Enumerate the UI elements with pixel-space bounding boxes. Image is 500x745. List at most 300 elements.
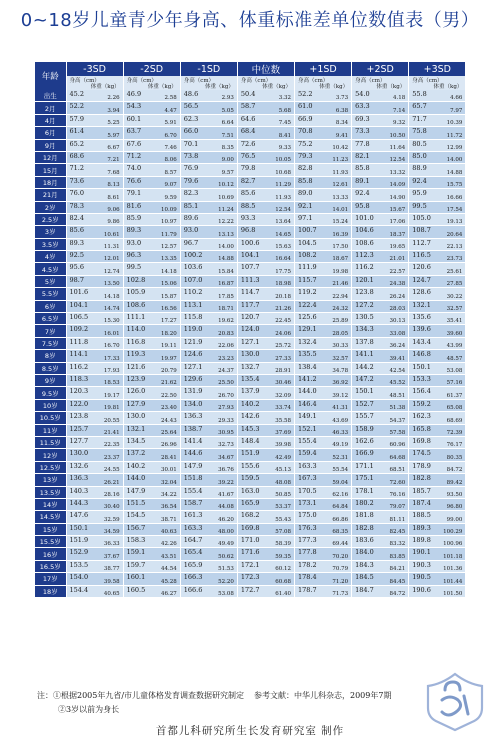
value-cell bbox=[352, 275, 409, 287]
height-value: 73.6 bbox=[69, 176, 84, 185]
value-cell bbox=[123, 90, 180, 102]
height-value: 159.5 bbox=[240, 474, 260, 483]
height-value: 127.1 bbox=[183, 362, 203, 371]
age-cell: 3.5岁 bbox=[35, 238, 66, 250]
weight-value: 23.37 bbox=[103, 454, 120, 461]
age-cell: 17岁 bbox=[35, 573, 66, 585]
value-cell bbox=[66, 213, 123, 225]
height-value: 76.0 bbox=[69, 189, 84, 198]
value-cell bbox=[123, 263, 180, 275]
height-value: 52.2 bbox=[298, 90, 313, 98]
height-value: 85.6 bbox=[240, 189, 256, 198]
height-value: 110.2 bbox=[183, 288, 203, 297]
weight-value: 43.51 bbox=[161, 553, 177, 560]
height-value: 174.5 bbox=[412, 449, 431, 458]
weight-value: 19.17 bbox=[103, 392, 120, 399]
value-cell bbox=[295, 461, 352, 473]
height-value: 158.7 bbox=[183, 498, 203, 507]
table-row bbox=[35, 176, 466, 188]
height-value: 156.7 bbox=[126, 523, 146, 532]
height-value: 178.4 bbox=[298, 573, 317, 582]
weight-value: 16.70 bbox=[103, 343, 120, 350]
value-cell bbox=[66, 536, 123, 548]
value-cell bbox=[123, 585, 180, 597]
weight-value: 10.09 bbox=[161, 206, 177, 213]
height-value: 119.0 bbox=[183, 325, 203, 334]
table-row bbox=[35, 139, 466, 151]
height-value: 135.4 bbox=[240, 374, 260, 383]
value-cell bbox=[123, 362, 180, 374]
weight-value: 44.54 bbox=[161, 566, 177, 573]
weight-value: 19.11 bbox=[161, 343, 177, 350]
age-cell: 9岁 bbox=[35, 374, 66, 386]
weight-value: 16.87 bbox=[218, 281, 234, 288]
weight-value: 22.94 bbox=[332, 293, 349, 300]
weight-value: 11.79 bbox=[161, 231, 177, 238]
height-value: 56.5 bbox=[183, 102, 199, 111]
value-cell bbox=[352, 374, 409, 386]
weight-value: 17.75 bbox=[275, 268, 291, 275]
weight-value: 39.12 bbox=[332, 392, 349, 399]
height-value: 82.3 bbox=[183, 189, 199, 198]
footer-credit: 首都儿科研究所生长发育研究室 制作 bbox=[155, 725, 345, 737]
value-cell bbox=[180, 449, 237, 461]
value-cell bbox=[237, 151, 294, 163]
value-cell bbox=[295, 263, 352, 275]
value-cell bbox=[295, 436, 352, 448]
weight-value: 32.73 bbox=[218, 442, 234, 449]
weight-value: 25.50 bbox=[218, 380, 234, 387]
height-value: 148.4 bbox=[240, 436, 260, 445]
height-value: 92.4 bbox=[355, 189, 370, 198]
weight-value: 28.16 bbox=[103, 491, 120, 498]
value-cell bbox=[66, 90, 123, 102]
weight-value: 54.37 bbox=[389, 417, 406, 424]
value-cell bbox=[123, 548, 180, 560]
weight-value: 7.21 bbox=[107, 157, 120, 164]
height-value: 130.5 bbox=[355, 313, 374, 322]
height-value: 99.5 bbox=[126, 263, 142, 272]
weight-value: 30.95 bbox=[218, 429, 234, 436]
weight-value: 57.08 bbox=[275, 529, 291, 536]
height-value: 123.8 bbox=[69, 412, 89, 421]
weight-value: 20.83 bbox=[218, 330, 234, 337]
value-cell bbox=[237, 436, 294, 448]
value-cell bbox=[295, 337, 352, 349]
height-value: 140.3 bbox=[69, 486, 89, 495]
height-value: 124.7 bbox=[412, 275, 431, 284]
weight-value: 15.30 bbox=[103, 318, 120, 325]
weight-value: 18.71 bbox=[218, 306, 234, 313]
table-row bbox=[35, 523, 466, 535]
weight-value: 15.63 bbox=[275, 244, 291, 251]
height-value: 99.5 bbox=[412, 201, 427, 210]
age-cell: 11岁 bbox=[35, 424, 66, 436]
value-cell bbox=[66, 374, 123, 386]
weight-value: 18.20 bbox=[161, 330, 177, 337]
height-value: 111.1 bbox=[126, 313, 146, 322]
height-value: 136.3 bbox=[69, 474, 89, 483]
value-cell bbox=[237, 213, 294, 225]
weight-value: 68.69 bbox=[446, 417, 463, 424]
weight-value: 100.96 bbox=[443, 541, 463, 548]
age-cell: 8.5岁 bbox=[35, 362, 66, 374]
value-cell bbox=[237, 176, 294, 188]
height-value: 147.2 bbox=[355, 374, 374, 383]
weight-value: 2.26 bbox=[107, 95, 120, 102]
weight-value: 81.11 bbox=[389, 516, 406, 523]
age-cell: 15月 bbox=[35, 164, 66, 176]
value-cell bbox=[409, 424, 466, 436]
value-cell bbox=[409, 548, 466, 560]
height-value: 60.1 bbox=[126, 114, 142, 123]
value-cell bbox=[295, 238, 352, 250]
value-cell bbox=[66, 449, 123, 461]
weight-value: 28.91 bbox=[275, 367, 291, 374]
height-value: 82.4 bbox=[69, 213, 84, 222]
weight-value: 70.79 bbox=[332, 566, 349, 573]
value-cell bbox=[180, 139, 237, 151]
height-value: 159.1 bbox=[126, 548, 146, 557]
value-cell bbox=[180, 325, 237, 337]
height-value: 93.3 bbox=[240, 213, 256, 222]
weight-value: 24.37 bbox=[218, 367, 234, 374]
height-value: 140.2 bbox=[240, 399, 260, 408]
value-cell bbox=[123, 511, 180, 523]
value-cell bbox=[352, 523, 409, 535]
table-row bbox=[35, 436, 466, 448]
weight-value: 61.37 bbox=[446, 392, 463, 399]
value-cell bbox=[237, 461, 294, 473]
height-value: 64.6 bbox=[240, 114, 256, 123]
value-cell bbox=[352, 337, 409, 349]
value-cell bbox=[180, 585, 237, 597]
height-value: 144.3 bbox=[69, 498, 89, 507]
height-value: 176.3 bbox=[298, 523, 317, 532]
value-cell bbox=[295, 226, 352, 238]
height-value: 130.0 bbox=[240, 350, 260, 359]
weight-value: 20.55 bbox=[103, 417, 120, 424]
table-row bbox=[35, 251, 466, 263]
value-cell bbox=[180, 164, 237, 176]
value-cell bbox=[123, 164, 180, 176]
value-cell bbox=[180, 560, 237, 572]
value-cell bbox=[66, 176, 123, 188]
group-header: 中位数 bbox=[237, 62, 294, 76]
weight-value: 18.37 bbox=[389, 231, 406, 238]
age-cell: 12.5岁 bbox=[35, 461, 66, 473]
weight-value: 17.06 bbox=[389, 219, 406, 226]
age-cell: 7岁 bbox=[35, 325, 66, 337]
weight-value: 70.20 bbox=[332, 553, 349, 560]
height-value: 98.7 bbox=[69, 275, 84, 284]
height-value: 58.7 bbox=[240, 102, 256, 111]
table-row bbox=[35, 226, 466, 238]
height-value: 111.9 bbox=[298, 263, 317, 272]
height-value: 155.4 bbox=[183, 486, 203, 495]
height-value: 134.3 bbox=[355, 325, 374, 334]
weight-value: 39.98 bbox=[275, 442, 291, 449]
weight-value: 10.97 bbox=[161, 219, 177, 226]
height-value: 137.8 bbox=[355, 337, 374, 346]
weight-value: 41.31 bbox=[332, 405, 349, 412]
value-cell bbox=[123, 573, 180, 585]
value-cell bbox=[237, 300, 294, 312]
weight-value: 51.38 bbox=[389, 405, 406, 412]
height-value: 76.6 bbox=[126, 176, 142, 185]
height-value: 141.2 bbox=[298, 374, 317, 383]
height-value: 120.6 bbox=[412, 263, 431, 272]
weight-value: 15.75 bbox=[446, 182, 463, 189]
height-value: 160.5 bbox=[126, 585, 146, 594]
value-cell bbox=[66, 127, 123, 139]
height-value: 114.0 bbox=[126, 325, 146, 334]
height-value: 96.3 bbox=[126, 251, 142, 260]
height-value: 154.5 bbox=[126, 511, 146, 520]
table-row bbox=[35, 151, 466, 163]
group-header-row bbox=[35, 62, 466, 76]
value-cell bbox=[352, 114, 409, 126]
table-row bbox=[35, 585, 466, 597]
value-cell bbox=[180, 251, 237, 263]
weight-value: 21.01 bbox=[389, 256, 406, 263]
value-cell bbox=[352, 436, 409, 448]
height-value: 151.9 bbox=[69, 536, 89, 545]
height-value: 65.7 bbox=[412, 102, 427, 111]
value-cell bbox=[66, 436, 123, 448]
height-value: 178.2 bbox=[298, 560, 317, 569]
value-cell bbox=[352, 127, 409, 139]
value-cell bbox=[66, 560, 123, 572]
value-cell bbox=[66, 164, 123, 176]
weight-value: 24.06 bbox=[275, 330, 291, 337]
weight-value: 45.52 bbox=[389, 380, 406, 387]
height-value: 167.3 bbox=[298, 474, 317, 483]
weight-value: 101.50 bbox=[443, 591, 463, 598]
height-value: 85.8 bbox=[355, 164, 370, 173]
value-cell bbox=[66, 474, 123, 486]
value-cell bbox=[409, 374, 466, 386]
weight-value: 21.62 bbox=[161, 380, 177, 387]
weight-value: 99.00 bbox=[446, 516, 463, 523]
height-value: 143.4 bbox=[412, 337, 431, 346]
value-cell bbox=[237, 288, 294, 300]
height-value: 79.8 bbox=[240, 164, 256, 173]
height-value: 93.0 bbox=[126, 238, 142, 247]
weight-value: 48.57 bbox=[446, 355, 463, 362]
height-value: 122.4 bbox=[298, 300, 317, 309]
weight-value: 16.56 bbox=[161, 306, 177, 313]
value-cell bbox=[237, 238, 294, 250]
sub-header-cell bbox=[237, 76, 294, 90]
weight-value: 17.54 bbox=[446, 206, 463, 213]
height-value: 76.9 bbox=[183, 164, 199, 173]
weight-value: 8.57 bbox=[164, 169, 177, 176]
weight-value: 55.43 bbox=[275, 516, 291, 523]
value-cell bbox=[123, 387, 180, 399]
note-length: ②3岁以前为身长 bbox=[58, 705, 120, 714]
value-cell bbox=[237, 275, 294, 287]
value-cell bbox=[66, 486, 123, 498]
value-cell bbox=[352, 90, 409, 102]
height-value: 115.8 bbox=[183, 313, 203, 322]
value-cell bbox=[352, 263, 409, 275]
height-value: 108.7 bbox=[412, 226, 431, 235]
height-value: 116.2 bbox=[355, 263, 374, 272]
value-cell bbox=[237, 511, 294, 523]
value-cell bbox=[237, 201, 294, 213]
weight-value: 36.92 bbox=[332, 380, 349, 387]
table-row bbox=[35, 164, 466, 176]
value-cell bbox=[123, 275, 180, 287]
value-cell bbox=[237, 164, 294, 176]
age-cell: 12月 bbox=[35, 151, 66, 163]
height-value: 146.4 bbox=[298, 399, 317, 408]
value-cell bbox=[237, 362, 294, 374]
table-row bbox=[35, 189, 466, 201]
height-value: 160.1 bbox=[126, 573, 146, 582]
value-cell bbox=[295, 325, 352, 337]
height-value: 105.0 bbox=[412, 213, 431, 222]
age-cell: 5.5岁 bbox=[35, 288, 66, 300]
weight-value: 40.63 bbox=[161, 529, 177, 536]
weight-value: 19.97 bbox=[161, 355, 177, 362]
table-row bbox=[35, 548, 466, 560]
value-cell bbox=[180, 362, 237, 374]
weight-value: 17.85 bbox=[218, 293, 234, 300]
value-cell bbox=[295, 374, 352, 386]
height-value: 95.6 bbox=[69, 263, 84, 272]
table-row bbox=[35, 424, 466, 436]
weight-value: 40.65 bbox=[103, 591, 120, 598]
weight-value: 22.06 bbox=[218, 343, 234, 350]
weight-value: 32.59 bbox=[103, 516, 120, 523]
weight-value: 13.50 bbox=[103, 281, 120, 288]
group-header: +3SD bbox=[409, 62, 466, 76]
height-value: 142.6 bbox=[240, 412, 260, 421]
height-unit-label: 身高（cm） bbox=[126, 78, 157, 84]
value-cell bbox=[409, 387, 466, 399]
weight-value: 38.77 bbox=[103, 566, 120, 573]
weight-value: 8.13 bbox=[107, 182, 120, 189]
weight-value: 12.57 bbox=[161, 244, 177, 251]
value-cell bbox=[123, 201, 180, 213]
weight-value: 36.76 bbox=[218, 467, 234, 474]
value-cell bbox=[295, 300, 352, 312]
value-cell bbox=[237, 424, 294, 436]
value-cell bbox=[66, 412, 123, 424]
height-value: 66.0 bbox=[183, 127, 199, 136]
weight-value: 60.12 bbox=[275, 566, 291, 573]
weight-value: 10.39 bbox=[446, 120, 463, 127]
weight-value: 13.64 bbox=[275, 219, 291, 226]
weight-value: 14.88 bbox=[218, 256, 234, 263]
value-cell bbox=[409, 536, 466, 548]
height-value: 79.3 bbox=[298, 151, 313, 160]
weight-value: 61.40 bbox=[275, 591, 291, 598]
value-cell bbox=[352, 474, 409, 486]
weight-value: 12.54 bbox=[389, 157, 406, 164]
value-cell bbox=[352, 399, 409, 411]
height-value: 73.3 bbox=[355, 127, 370, 136]
weight-value: 18.67 bbox=[332, 256, 349, 263]
height-value: 135.5 bbox=[298, 350, 317, 359]
value-cell bbox=[352, 362, 409, 374]
weight-value: 3.94 bbox=[107, 107, 120, 114]
value-cell bbox=[180, 412, 237, 424]
weight-value: 64.84 bbox=[332, 504, 349, 511]
value-cell bbox=[352, 139, 409, 151]
weight-value: 26.21 bbox=[103, 479, 120, 486]
table-row bbox=[35, 102, 466, 114]
height-value: 63.3 bbox=[355, 102, 370, 111]
value-cell bbox=[352, 151, 409, 163]
weight-value: 34.67 bbox=[218, 454, 234, 461]
value-cell bbox=[409, 300, 466, 312]
value-cell bbox=[66, 350, 123, 362]
weight-value: 12.99 bbox=[446, 144, 463, 151]
weight-value: 8.34 bbox=[335, 120, 349, 127]
value-cell bbox=[123, 436, 180, 448]
height-value: 152.9 bbox=[69, 548, 89, 557]
height-value: 114.7 bbox=[240, 288, 260, 297]
height-value: 100.6 bbox=[240, 238, 260, 247]
weight-value: 11.24 bbox=[218, 206, 234, 213]
value-cell bbox=[237, 474, 294, 486]
weight-value: 80.35 bbox=[446, 454, 463, 461]
value-cell bbox=[409, 313, 466, 325]
value-cell bbox=[352, 536, 409, 548]
weight-value: 39.58 bbox=[103, 578, 120, 585]
value-cell bbox=[409, 449, 466, 461]
height-unit-label: 身高（cm） bbox=[69, 78, 100, 84]
age-cell: 15.5岁 bbox=[35, 536, 66, 548]
weight-value: 55.54 bbox=[332, 467, 349, 474]
value-cell bbox=[66, 238, 123, 250]
height-value: 127.1 bbox=[240, 337, 260, 346]
weight-value: 21.26 bbox=[275, 306, 291, 313]
weight-value: 17.50 bbox=[332, 244, 349, 251]
weight-value: 16.66 bbox=[446, 194, 463, 201]
value-cell bbox=[123, 449, 180, 461]
weight-value: 19.81 bbox=[103, 405, 120, 412]
value-cell bbox=[123, 176, 180, 188]
weight-value: 16.64 bbox=[275, 256, 291, 263]
weight-value: 38.71 bbox=[161, 516, 177, 523]
value-cell bbox=[66, 399, 123, 411]
value-cell bbox=[295, 201, 352, 213]
value-cell bbox=[352, 511, 409, 523]
height-value: 182.8 bbox=[412, 474, 431, 483]
note-source: 注：①根据2005年九省/市儿童体格发育调查数据研究制定 bbox=[37, 691, 245, 700]
table-row bbox=[35, 474, 466, 486]
height-value: 159.4 bbox=[298, 449, 317, 458]
weight-value: 72.60 bbox=[389, 479, 406, 486]
age-cell: 15岁 bbox=[35, 523, 66, 535]
weight-unit-label: 体重（kg） bbox=[376, 84, 406, 90]
height-value: 187.4 bbox=[412, 498, 431, 507]
value-cell bbox=[237, 90, 294, 102]
table-row bbox=[35, 350, 466, 362]
weight-value: 11.31 bbox=[103, 244, 120, 251]
value-cell bbox=[123, 325, 180, 337]
value-cell bbox=[409, 337, 466, 349]
weight-value: 19.65 bbox=[389, 244, 406, 251]
value-cell bbox=[409, 263, 466, 275]
weight-value: 24.55 bbox=[103, 467, 120, 474]
height-value: 95.9 bbox=[412, 189, 427, 198]
weight-value: 8.41 bbox=[278, 132, 291, 139]
